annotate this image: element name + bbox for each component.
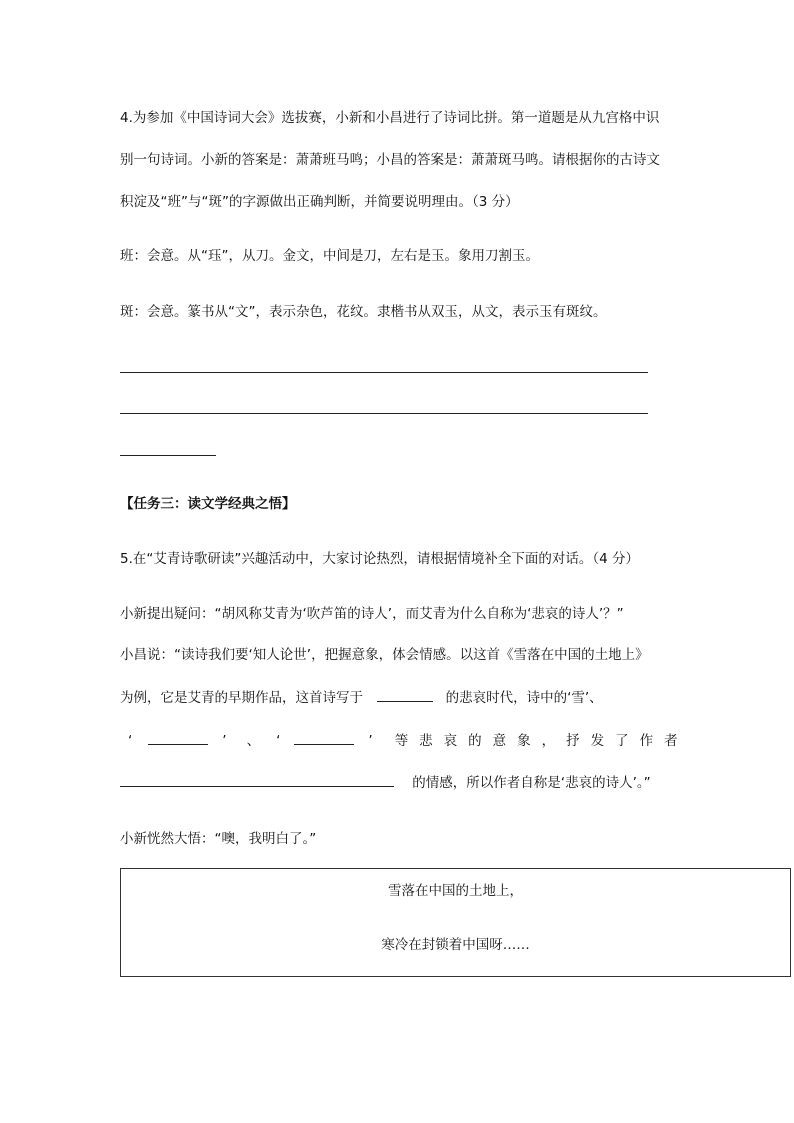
xiaochang-line-2 (120, 687, 603, 708)
answer-line-3[interactable] (120, 455, 216, 456)
poem-line-2: 寒冷在封锁着中国呀…… (381, 937, 530, 953)
image-blank-2[interactable] (294, 730, 354, 745)
task-3-heading: 【任务三：读文学经典之悟】 (120, 496, 296, 512)
xiaochang-line-3-text: 等悲哀的意象，抒发了作者 (394, 733, 689, 749)
q4-line-2: 别一句诗词。小新的答案是：萧萧班马鸣；小昌的答案是：萧萧斑马鸣。请根据你的古诗文 (120, 152, 660, 168)
definition-ban-spotted: 斑：会意。篆书从“文”，表示杂色，花纹。隶楷书从双玉，从文，表示玉有斑纹。 (120, 304, 607, 320)
xiaochang-line-1: 小昌说：“读诗我们要‘知人论世’，把握意象，体会情感。以这首《雪落在中国的土地上》 (120, 647, 649, 663)
q4-line-1: 4.为参加《中国诗词大会》选拔赛，小新和小昌进行了诗词比拼。第一道题是从九宫格中识 (120, 110, 660, 126)
emotion-blank[interactable] (120, 772, 394, 787)
q5-line-1: 5.在“艾青诗歌研读”兴趣活动中，大家讨论热烈，请根据情境补全下面的对话。（4 分） (120, 551, 639, 567)
q4-line-3: 积淀及“班”与“斑”的字源做出正确判断，并简要说明理由。（3 分） (120, 194, 519, 210)
poem-excerpt-box (120, 868, 791, 977)
xiaochang-line-3: ‘ ’ 、 ‘ ’ 等悲哀的意象，抒发了作者 (120, 730, 689, 751)
xiaochang-line-2-part-b: 的悲哀时代，诗中的‘雪’、 (445, 690, 603, 706)
definition-ban: 班：会意。从“珏”，从刀。金文，中间是刀，左右是玉。象用刀割玉。 (120, 248, 539, 264)
image-blank-1[interactable] (148, 730, 208, 745)
era-blank[interactable] (377, 687, 433, 702)
xiaochang-line-4 (120, 772, 651, 793)
answer-line-2[interactable] (120, 413, 648, 414)
poem-line-1: 雪落在中国的土地上， (388, 883, 523, 899)
answer-line-1[interactable] (120, 372, 648, 373)
xiaochang-line-2-part-a: 为例，它是艾青的早期作品，这首诗写于 (120, 690, 363, 706)
xiaochang-line-4-text: 的情感，所以作者自称是‘悲哀的诗人’。” (412, 775, 651, 791)
xiaoxin-question: 小新提出疑问：“胡风称艾青为‘吹芦笛的诗人’，而艾青为什么自称为‘悲哀的诗人’？” (120, 606, 624, 622)
xiaoxin-reply: 小新恍然大悟：“噢，我明白了。” (120, 831, 317, 847)
